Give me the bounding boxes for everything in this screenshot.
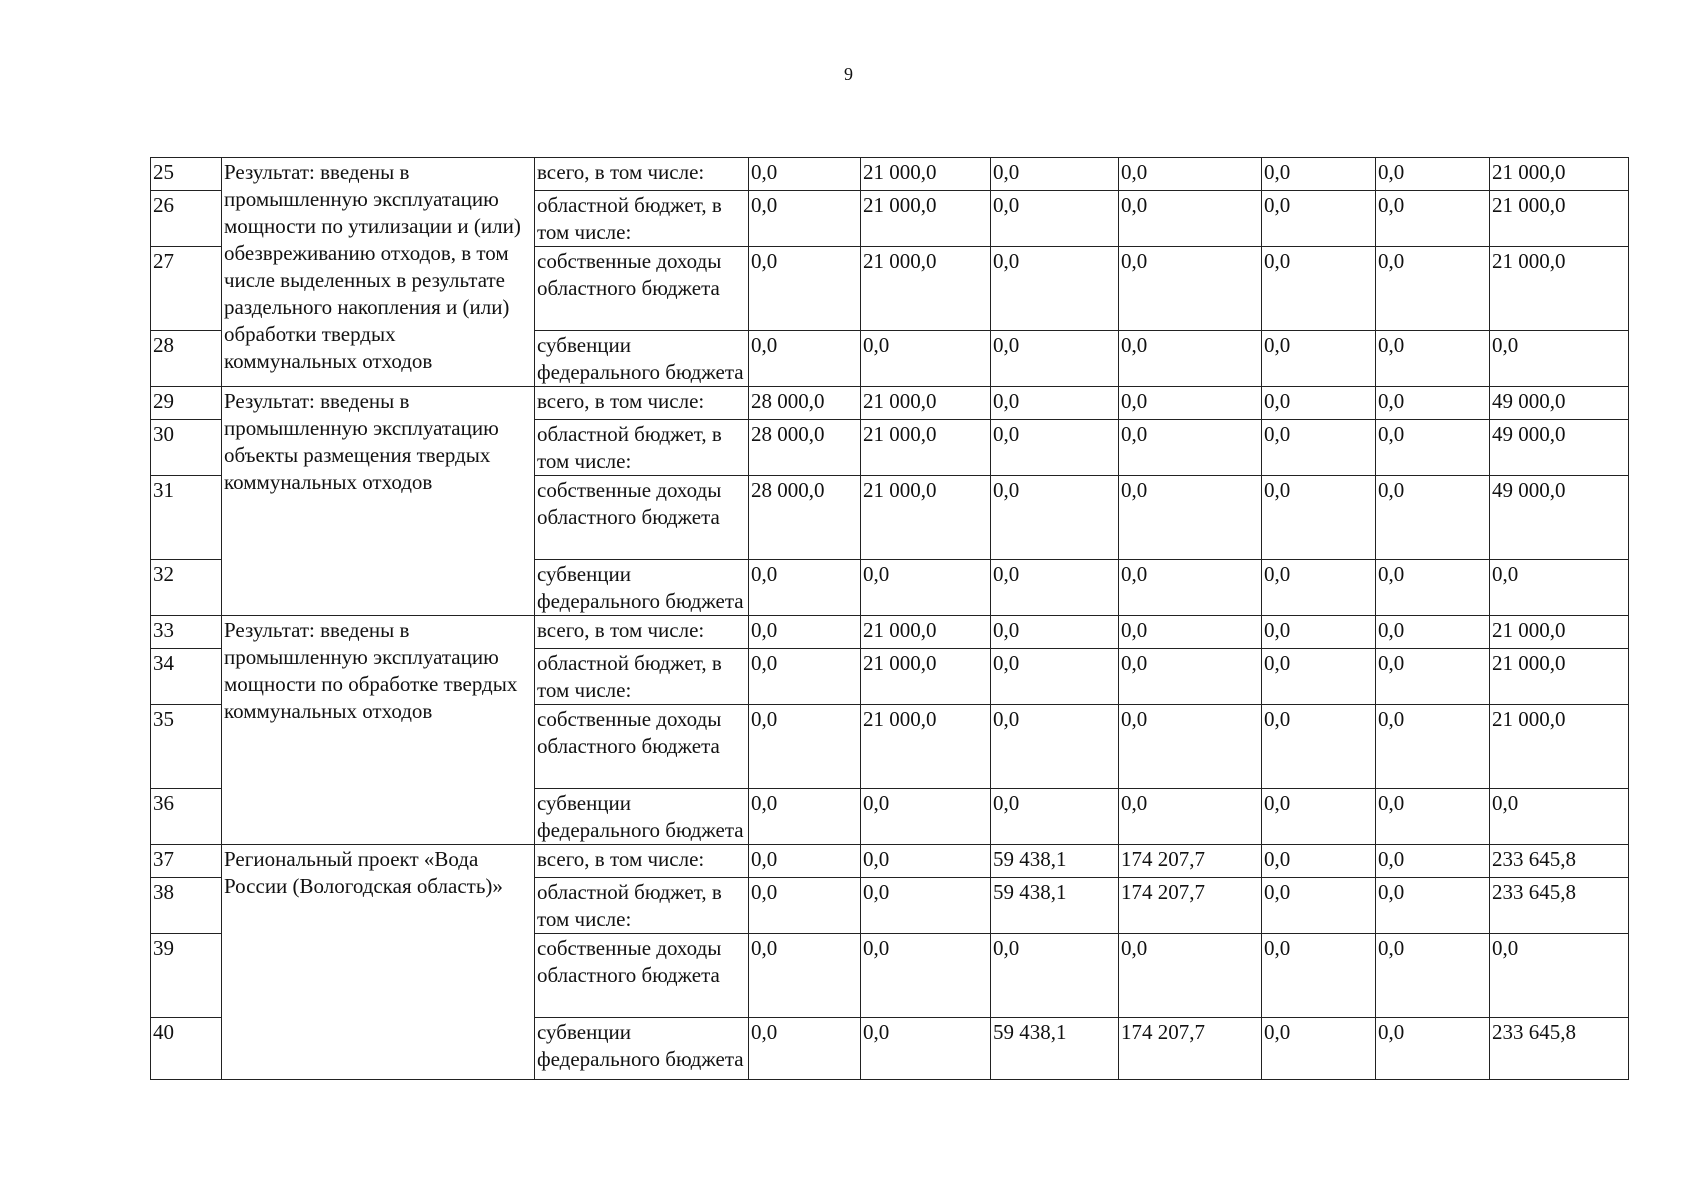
value-cell: 174 207,7 (1119, 845, 1262, 878)
value-cell: 0,0 (991, 247, 1119, 331)
total-value-cell: 21 000,0 (1490, 705, 1629, 789)
value-cell: 0,0 (749, 934, 861, 1018)
value-cell: 21 000,0 (861, 705, 991, 789)
row-number-cell: 25 (151, 158, 222, 191)
value-cell: 0,0 (991, 158, 1119, 191)
total-value-cell: 21 000,0 (1490, 649, 1629, 705)
value-cell: 0,0 (861, 845, 991, 878)
value-cell: 0,0 (1119, 705, 1262, 789)
value-cell: 0,0 (991, 649, 1119, 705)
row-number-cell: 33 (151, 616, 222, 649)
value-cell: 0,0 (1376, 560, 1490, 616)
value-cell: 0,0 (861, 789, 991, 845)
value-cell: 0,0 (1119, 331, 1262, 387)
value-cell: 21 000,0 (861, 158, 991, 191)
row-number-cell: 35 (151, 705, 222, 789)
value-cell: 0,0 (1119, 649, 1262, 705)
value-cell: 0,0 (861, 560, 991, 616)
value-cell: 0,0 (1119, 789, 1262, 845)
funding-source-cell: всего, в том числе: (535, 845, 749, 878)
value-cell: 0,0 (1262, 789, 1376, 845)
total-value-cell: 21 000,0 (1490, 247, 1629, 331)
value-cell: 0,0 (749, 845, 861, 878)
funding-source-cell: областной бюджет, в том числе: (535, 878, 749, 934)
value-cell: 21 000,0 (861, 649, 991, 705)
value-cell: 0,0 (1376, 845, 1490, 878)
value-cell: 0,0 (1262, 934, 1376, 1018)
value-cell: 59 438,1 (991, 1018, 1119, 1080)
table-row (151, 845, 1629, 878)
row-number-cell: 36 (151, 789, 222, 845)
total-value-cell: 21 000,0 (1490, 616, 1629, 649)
value-cell: 0,0 (1262, 158, 1376, 191)
value-cell: 0,0 (1262, 387, 1376, 420)
value-cell: 0,0 (991, 331, 1119, 387)
value-cell: 0,0 (991, 191, 1119, 247)
funding-source-cell: собственные доходы областного бюджета (535, 705, 749, 789)
row-number-cell: 29 (151, 387, 222, 420)
value-cell: 0,0 (1376, 649, 1490, 705)
value-cell: 21 000,0 (861, 476, 991, 560)
value-cell: 59 438,1 (991, 878, 1119, 934)
value-cell: 0,0 (1119, 191, 1262, 247)
total-value-cell: 0,0 (1490, 560, 1629, 616)
value-cell: 0,0 (749, 331, 861, 387)
value-cell: 0,0 (1262, 616, 1376, 649)
value-cell: 0,0 (1119, 420, 1262, 476)
row-number-cell: 28 (151, 331, 222, 387)
value-cell: 0,0 (1376, 331, 1490, 387)
value-cell: 0,0 (1119, 476, 1262, 560)
value-cell: 0,0 (1376, 616, 1490, 649)
row-number-cell: 34 (151, 649, 222, 705)
value-cell: 0,0 (1262, 1018, 1376, 1080)
funding-source-cell: собственные доходы областного бюджета (535, 934, 749, 1018)
value-cell: 21 000,0 (861, 616, 991, 649)
value-cell: 0,0 (991, 560, 1119, 616)
funding-source-cell: областной бюджет, в том числе: (535, 420, 749, 476)
value-cell: 59 438,1 (991, 845, 1119, 878)
total-value-cell: 49 000,0 (1490, 387, 1629, 420)
total-value-cell: 0,0 (1490, 331, 1629, 387)
row-number-cell: 31 (151, 476, 222, 560)
row-number-cell: 32 (151, 560, 222, 616)
value-cell: 0,0 (861, 1018, 991, 1080)
row-number-cell: 27 (151, 247, 222, 331)
value-cell: 28 000,0 (749, 476, 861, 560)
value-cell: 0,0 (749, 158, 861, 191)
funding-source-cell: областной бюджет, в том числе: (535, 191, 749, 247)
value-cell: 0,0 (1119, 934, 1262, 1018)
row-number-cell: 40 (151, 1018, 222, 1080)
value-cell: 0,0 (749, 705, 861, 789)
total-value-cell: 233 645,8 (1490, 845, 1629, 878)
value-cell: 0,0 (1376, 158, 1490, 191)
result-description-cell: Результат: введены в промышленную эксплуатацию мощности по утилизации и (или) обезвреживанию отходов, в том числе выделенных в результате раздельного накопления и (или) обработки твердых коммунальных отходов (222, 158, 535, 387)
funding-source-cell: собственные доходы областного бюджета (535, 247, 749, 331)
funding-source-cell: областной бюджет, в том числе: (535, 649, 749, 705)
value-cell: 0,0 (1376, 789, 1490, 845)
table-row (151, 387, 1629, 420)
row-number-cell: 37 (151, 845, 222, 878)
value-cell: 0,0 (991, 476, 1119, 560)
value-cell: 28 000,0 (749, 387, 861, 420)
row-number-cell: 38 (151, 878, 222, 934)
value-cell: 0,0 (1376, 247, 1490, 331)
row-number-cell: 30 (151, 420, 222, 476)
value-cell: 0,0 (1119, 560, 1262, 616)
value-cell: 0,0 (1376, 1018, 1490, 1080)
total-value-cell: 21 000,0 (1490, 191, 1629, 247)
value-cell: 0,0 (991, 705, 1119, 789)
value-cell: 0,0 (1119, 616, 1262, 649)
funding-source-cell: субвенции федерального бюджета (535, 789, 749, 845)
value-cell: 0,0 (1262, 247, 1376, 331)
value-cell: 0,0 (1119, 247, 1262, 331)
total-value-cell: 233 645,8 (1490, 878, 1629, 934)
value-cell: 21 000,0 (861, 387, 991, 420)
funding-source-cell: всего, в том числе: (535, 158, 749, 191)
value-cell: 0,0 (1262, 420, 1376, 476)
value-cell: 0,0 (1119, 158, 1262, 191)
total-value-cell: 0,0 (1490, 934, 1629, 1018)
value-cell: 0,0 (1262, 560, 1376, 616)
value-cell: 0,0 (1262, 845, 1376, 878)
value-cell: 0,0 (1119, 387, 1262, 420)
value-cell: 0,0 (1376, 705, 1490, 789)
value-cell: 174 207,7 (1119, 1018, 1262, 1080)
funding-source-cell: всего, в том числе: (535, 387, 749, 420)
value-cell: 0,0 (991, 934, 1119, 1018)
table-row (151, 616, 1629, 649)
value-cell: 0,0 (749, 247, 861, 331)
row-number-cell: 39 (151, 934, 222, 1018)
value-cell: 0,0 (749, 649, 861, 705)
total-value-cell: 21 000,0 (1490, 158, 1629, 191)
funding-source-cell: субвенции федерального бюджета (535, 1018, 749, 1080)
value-cell: 0,0 (861, 934, 991, 1018)
value-cell: 28 000,0 (749, 420, 861, 476)
value-cell: 0,0 (991, 616, 1119, 649)
row-number-cell: 26 (151, 191, 222, 247)
page-number: 9 (844, 64, 853, 84)
value-cell: 0,0 (1376, 387, 1490, 420)
budget-table (150, 157, 1629, 1080)
value-cell: 0,0 (1262, 878, 1376, 934)
value-cell: 0,0 (1376, 420, 1490, 476)
funding-source-cell: субвенции федерального бюджета (535, 331, 749, 387)
value-cell: 0,0 (1262, 476, 1376, 560)
total-value-cell: 49 000,0 (1490, 420, 1629, 476)
value-cell: 0,0 (861, 331, 991, 387)
table-row (151, 158, 1629, 191)
value-cell: 0,0 (991, 420, 1119, 476)
value-cell: 0,0 (749, 1018, 861, 1080)
value-cell: 0,0 (1262, 649, 1376, 705)
value-cell: 0,0 (861, 878, 991, 934)
funding-source-cell: собственные доходы областного бюджета (535, 476, 749, 560)
value-cell: 0,0 (749, 616, 861, 649)
value-cell: 21 000,0 (861, 420, 991, 476)
value-cell: 21 000,0 (861, 191, 991, 247)
value-cell: 0,0 (1262, 331, 1376, 387)
value-cell: 0,0 (749, 789, 861, 845)
result-description-cell: Результат: введены в промышленную эксплуатацию объекты размещения твердых коммунальных отходов (222, 387, 535, 616)
value-cell: 0,0 (749, 191, 861, 247)
value-cell: 0,0 (1262, 191, 1376, 247)
value-cell: 21 000,0 (861, 247, 991, 331)
value-cell: 0,0 (749, 560, 861, 616)
value-cell: 174 207,7 (1119, 878, 1262, 934)
funding-source-cell: всего, в том числе: (535, 616, 749, 649)
total-value-cell: 0,0 (1490, 789, 1629, 845)
total-value-cell: 233 645,8 (1490, 1018, 1629, 1080)
result-description-cell: Региональный проект «Вода России (Вологодская область)» (222, 845, 535, 1080)
value-cell: 0,0 (991, 387, 1119, 420)
value-cell: 0,0 (1376, 934, 1490, 1018)
funding-source-cell: субвенции федерального бюджета (535, 560, 749, 616)
value-cell: 0,0 (1376, 191, 1490, 247)
value-cell: 0,0 (1376, 476, 1490, 560)
result-description-cell: Результат: введены в промышленную эксплуатацию мощности по обработке твердых коммунальных отходов (222, 616, 535, 845)
value-cell: 0,0 (991, 789, 1119, 845)
value-cell: 0,0 (1262, 705, 1376, 789)
total-value-cell: 49 000,0 (1490, 476, 1629, 560)
value-cell: 0,0 (749, 878, 861, 934)
value-cell: 0,0 (1376, 878, 1490, 934)
